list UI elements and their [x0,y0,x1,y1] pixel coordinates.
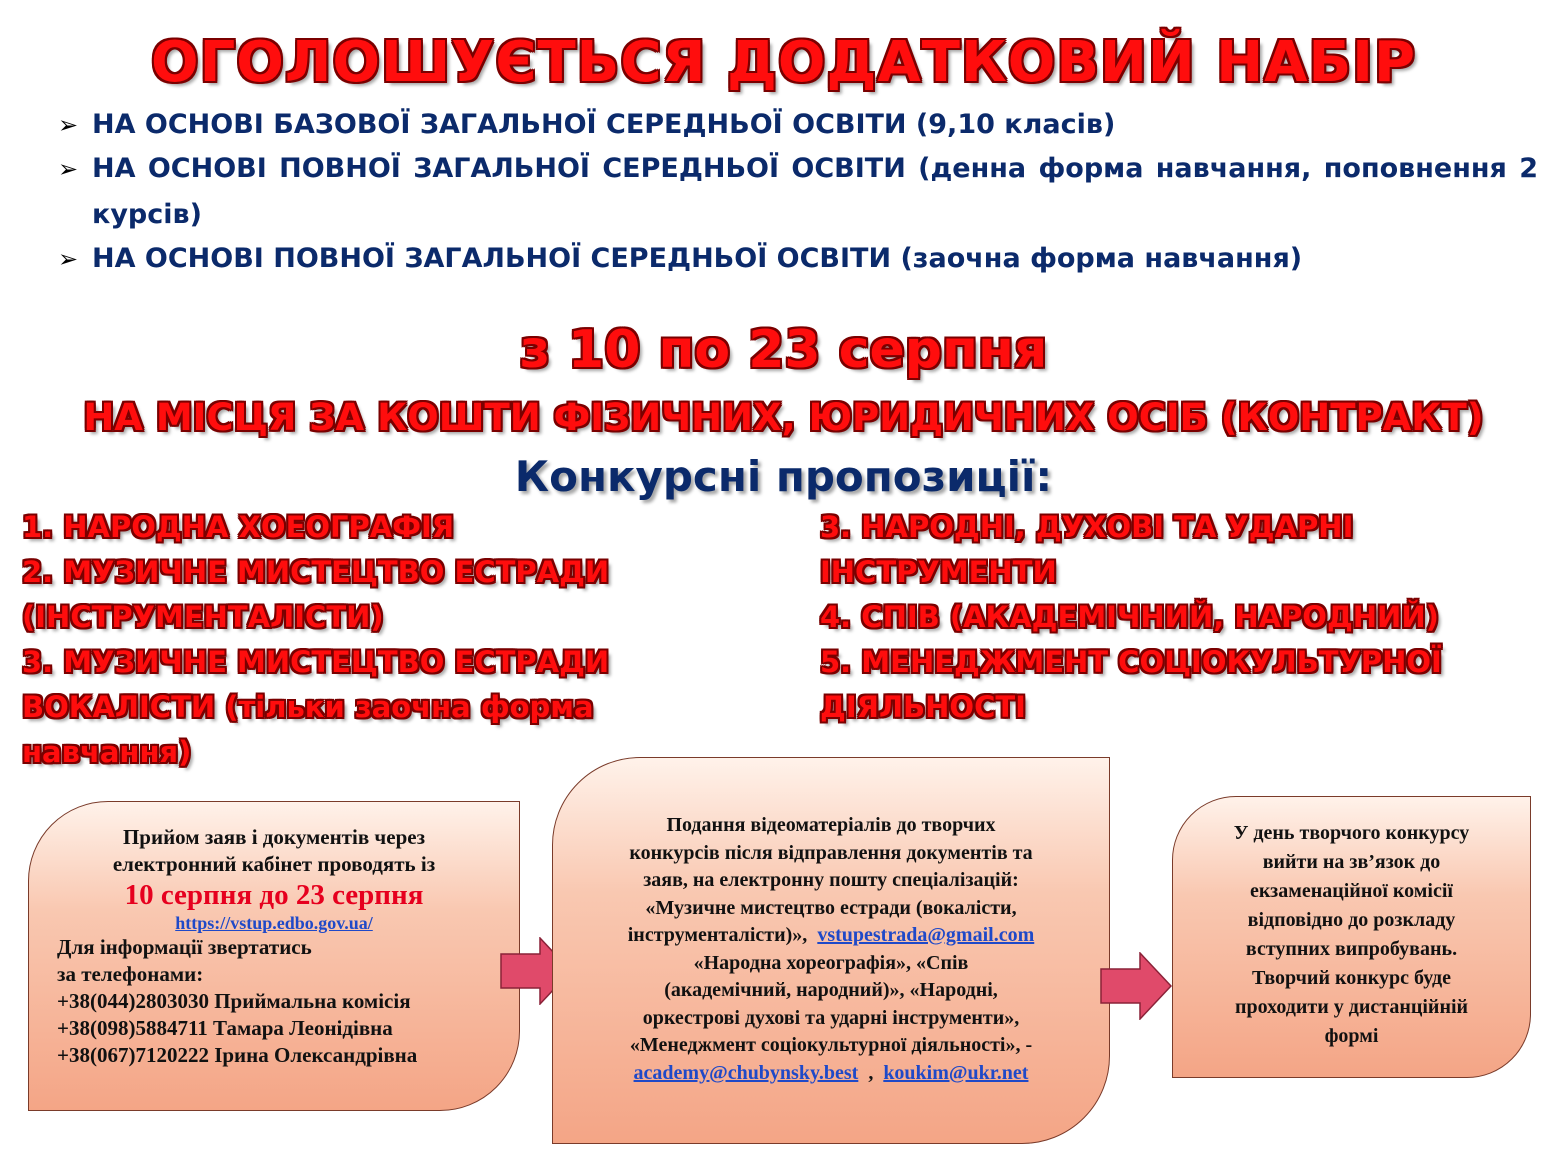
proposals-heading: Конкурсні пропозиції: [514,452,1053,501]
email-link-academy[interactable]: academy@chubynsky.best [633,1061,859,1084]
proposals-list-left [22,505,742,775]
arrow-bullet-icon: ➢ [58,111,79,139]
box2-line: «Народна хореографія», «Спів [693,951,969,974]
phone-line: +38(067)7120222 Ірина Олександрівна [57,1043,418,1067]
proposal-item: 3. НАРОДНІ, ДУХОВІ ТА УДАРНІ [820,510,1354,544]
box1-info: за телефонами: [57,962,204,986]
proposal-item: (ІНСТРУМЕНТАЛІСТИ) [22,600,384,634]
contest-day-box [1172,796,1531,1078]
box2-text: інструменталісти)», [627,924,818,946]
bullet-main-text: НА ОСНОВІ БАЗОВОЇ ЗАГАЛЬНОЇ СЕРЕДНЬОЇ ОСВІТИ [92,109,907,140]
box2-line [571,922,1091,950]
email-separator: , [858,1061,884,1084]
proposal-item: 4. СПІВ (АКАДЕМІЧНИЙ, НАРОДНИЙ) [820,600,1439,634]
bullet-item-1 [58,102,1538,148]
enrollment-dates: з 10 по 23 серпня [519,320,1048,380]
box2-line: «Музичне мистецтво естради (вокалісти, [645,896,1017,919]
bullet-note-text: (денна форма навчання, поповнення 2 курсів) [92,153,1538,230]
proposal-item: ІНСТРУМЕНТИ [820,555,1057,589]
box3-line: вийти на зв’язок до [1262,851,1441,873]
arrow-bullet-icon: ➢ [58,245,79,273]
box1-line: електронний кабінет проводять із [112,852,436,876]
box2-line: заяв, на електронну пошту спеціалізацій: [643,869,1019,891]
box3-line: екзаменаційної комісії [1250,880,1453,902]
application-dates: 10 серпня до 23 серпня [124,879,424,911]
proposals-list-right [820,505,1540,730]
bullet-main-text: НА ОСНОВІ ПОВНОЇ ЗАГАЛЬНОЇ СЕРЕДНЬОЇ ОСВІТИ [92,153,906,184]
box2-line [571,1060,1091,1088]
proposal-item: 2. МУЗИЧНЕ МИСТЕЦТВО ЕСТРАДИ [22,555,610,589]
box3-line: Творчий конкурс буде [1252,967,1451,989]
right-arrow-icon [1100,952,1172,1020]
proposal-item: 1. НАРОДНА ХОЕОГРАФІЯ [22,510,455,544]
box2-line: оркестрові духові та ударні інструменти», [642,1006,1020,1029]
box2-line: конкурсів після відправлення документів та [629,841,1033,864]
box2-line: (академічний, народний)», «Народні, [664,979,998,1001]
proposal-item: ДІЯЛЬНОСТІ [820,690,1026,724]
edbo-link[interactable]: https://vstup.edbo.gov.ua/ [175,913,373,933]
bullet-item-3 [58,236,1538,282]
bullet-main-text: НА ОСНОВІ ПОВНОЇ ЗАГАЛЬНОЇ СЕРЕДНЬОЇ ОСВІТИ [92,243,892,274]
video-submission-box [552,757,1110,1144]
email-link-koukim[interactable]: koukim@ukr.net [883,1061,1029,1084]
arrow-bullet-icon: ➢ [58,155,79,183]
page-title: ОГОЛОШУЄТЬСЯ ДОДАТКОВИЙ НАБІР [150,30,1417,95]
bullet-note-text: (заочна форма навчання) [891,243,1303,274]
email-link-estrada[interactable]: vstupestrada@gmail.com [817,924,1035,946]
box1-line: Прийом заяв і документів через [122,825,426,849]
phone-line: +38(098)5884711 Тамара Леонідівна [57,1016,393,1040]
bullet-note-text: (9,10 класів) [906,109,1116,140]
box3-line: відповідно до розкладу [1247,909,1456,931]
applications-info-box [28,801,520,1111]
phone-line: +38(044)2803030 Приймальна комісія [57,989,411,1013]
bullet-item-2 [58,146,1538,238]
proposal-item: навчання) [22,735,192,769]
proposal-item: ВОКАЛІСТИ (тільки заочна форма [22,690,594,724]
box2-line: Подання відеоматеріалів до творчих [666,814,996,836]
box1-info: Для інформації звертатись [57,935,312,959]
box3-line: У день творчого конкурсу [1233,822,1470,844]
box3-line: проходити у дистанційній [1234,996,1469,1018]
proposal-item: 5. МЕНЕДЖМЕНТ СОЦІОКУЛЬТУРНОЇ [820,645,1442,679]
proposal-item: 3. МУЗИЧНЕ МИСТЕЦТВО ЕСТРАДИ [22,645,610,679]
box3-line: формі [1324,1025,1379,1047]
contract-places-heading: НА МІСЦЯ ЗА КОШТИ ФІЗИЧНИХ, ЮРИДИЧНИХ ОСІБ (КОНТРАКТ) [83,396,1484,439]
box2-line: «Менеджмент соціокультурної діяльності», - [629,1034,1033,1056]
box3-line: вступних випробувань. [1245,938,1458,960]
